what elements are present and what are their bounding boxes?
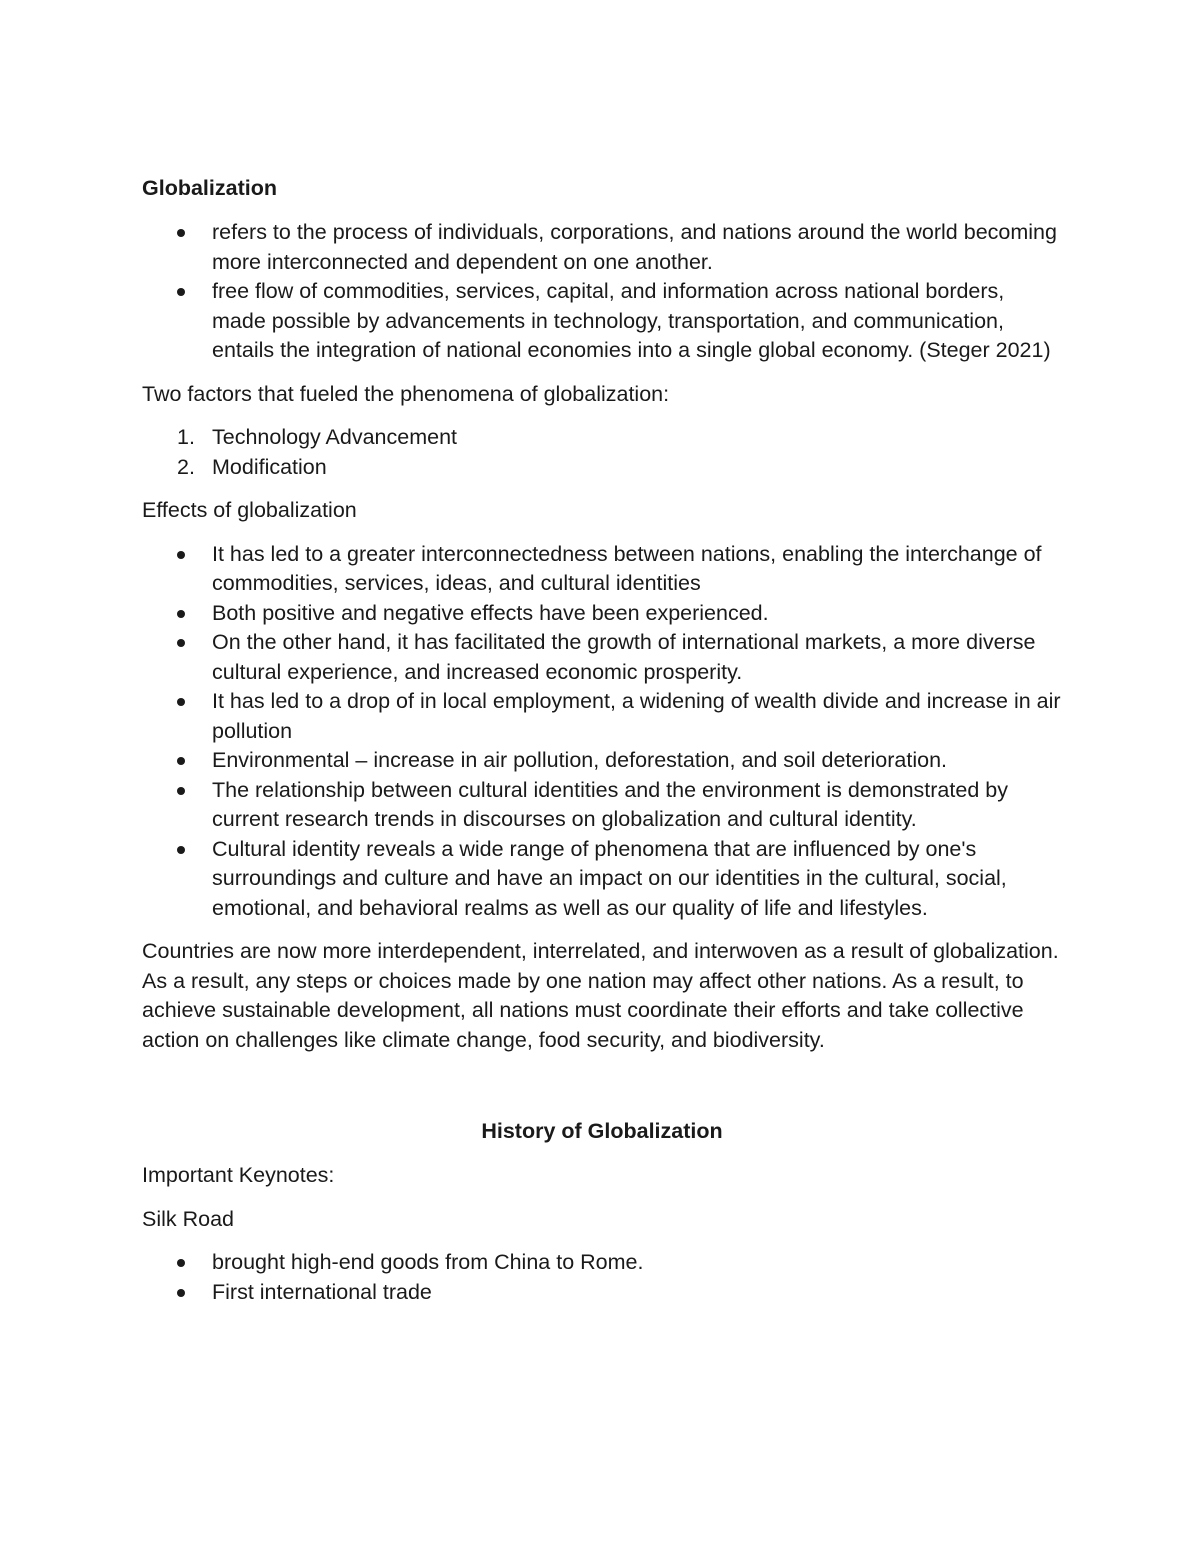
list-item-text: Modification bbox=[212, 454, 327, 479]
effects-list bbox=[142, 540, 1062, 924]
factors-intro: Two factors that fueled the phenomena of globalization: bbox=[142, 381, 670, 406]
list-item bbox=[177, 423, 1062, 453]
conclusion-paragraph: Countries are now more interdependent, interrelated, and interwoven as a result of globalization. As a result, any steps or choices made by one nation may affect other nations. As a result, to achieve sustainable development, all nations must coordinate their efforts and take collective action on challenges like climate change, food security, and biodiversity. bbox=[142, 939, 1059, 1052]
list-item: Environmental – increase in air pollution, deforestation, and soil deterioration. bbox=[212, 746, 1062, 776]
globalization-definition-list bbox=[142, 218, 1062, 366]
history-heading: History of Globalization bbox=[481, 1119, 723, 1143]
list-number: 2. bbox=[177, 454, 195, 479]
effects-intro: Effects of globalization bbox=[142, 498, 357, 522]
list-item: Both positive and negative effects have been experienced. bbox=[212, 599, 1062, 629]
list-item: The relationship between cultural identities and the environment is demonstrated by current research trends in discourses on globalization and cultural identity. bbox=[212, 776, 1062, 835]
silk-road-label: Silk Road bbox=[142, 1206, 235, 1231]
silk-road-list bbox=[142, 1248, 1062, 1307]
list-item: Cultural identity reveals a wide range of phenomena that are influenced by one's surroundings and culture and have an impact on our identities in the cultural, social, emotional, and behavioral realms as well as our quality of life and lifestyles. bbox=[212, 835, 1062, 924]
factors-list bbox=[142, 423, 1062, 482]
list-item: First international trade bbox=[212, 1278, 1062, 1308]
list-item: brought high-end goods from China to Rome. bbox=[212, 1248, 1062, 1278]
list-item bbox=[177, 453, 1062, 483]
list-item: It has led to a greater interconnectedness between nations, enabling the interchange of commodities, services, ideas, and cultural identities bbox=[212, 540, 1062, 599]
list-number: 1. bbox=[177, 425, 195, 449]
list-item: It has led to a drop of in local employment, a widening of wealth divide and increase in air pollution bbox=[212, 687, 1062, 746]
list-item-text: Technology Advancement bbox=[212, 425, 458, 449]
document-page bbox=[142, 172, 1062, 1321]
list-item: On the other hand, it has facilitated the growth of international markets, a more diverse cultural experience, and increased economic prosperity. bbox=[212, 628, 1062, 687]
section-spacer bbox=[142, 1069, 1062, 1115]
globalization-heading: Globalization bbox=[142, 176, 277, 200]
keynotes-label: Important Keynotes: bbox=[142, 1163, 335, 1187]
list-item: free flow of commodities, services, capital, and information across national borders, made possible by advancements in technology, transportation, and communication, entails the integration of national economies into a single global economy. (Steger 2021) bbox=[212, 277, 1062, 366]
list-item: refers to the process of individuals, corporations, and nations around the world becoming more interconnected and dependent on one another. bbox=[212, 218, 1062, 277]
